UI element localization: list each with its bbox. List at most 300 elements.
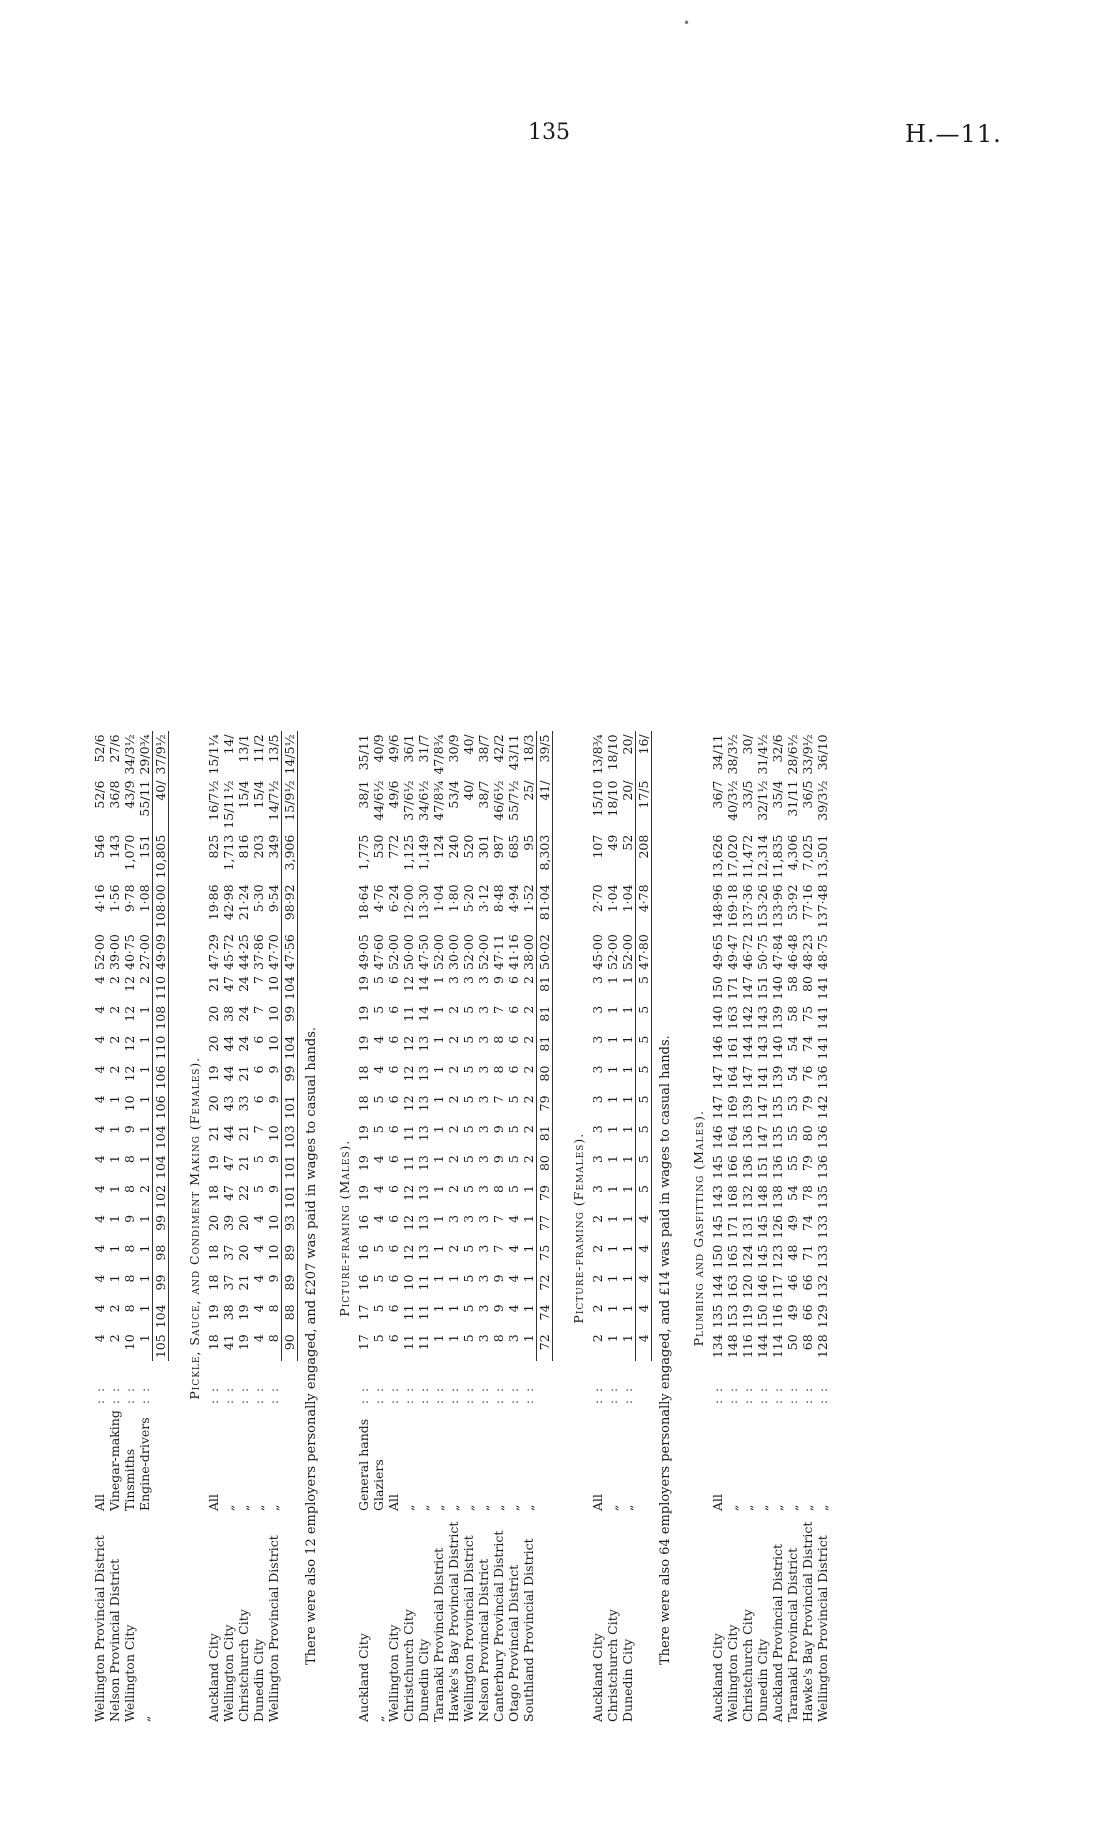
total-cell: 41/ <box>537 778 553 832</box>
value-cell: 129 <box>815 1304 830 1329</box>
total-spacer <box>636 1514 652 1725</box>
value-cell: 3 <box>590 1095 605 1104</box>
value-cell: 164 <box>725 1125 740 1150</box>
value-cell: 1 <box>605 1095 620 1104</box>
total-cell: 40/ <box>153 778 169 832</box>
value-cell: 41 <box>221 1334 236 1351</box>
value-cell: 145 <box>755 1244 770 1269</box>
value-cell: 49·05 <box>356 934 371 970</box>
total-cell: 108 <box>153 1003 169 1033</box>
value-cell: 5 <box>371 1125 386 1134</box>
value-cell: 119 <box>740 1304 755 1329</box>
value-cell: 16 <box>356 1214 371 1231</box>
value-cell: 143 <box>107 834 122 859</box>
value-cell: 816 <box>236 834 251 859</box>
total-cell: 4 <box>636 1212 652 1242</box>
value-cell: 1 <box>521 1274 536 1283</box>
value-cell: 2 <box>521 975 536 984</box>
total-row <box>282 731 298 1725</box>
occupation-cell: General hands <box>356 1418 371 1511</box>
section-heading-row <box>179 731 206 1725</box>
value-cell: 144 <box>710 1274 725 1299</box>
value-cell: 1 <box>521 1304 536 1313</box>
value-cell: 3 <box>476 975 491 984</box>
leader-dots: : : <box>356 1385 371 1405</box>
occupation-cell: „ <box>431 1504 446 1511</box>
district-cell: Wellington City <box>122 1624 137 1722</box>
value-cell: 3 <box>590 975 605 984</box>
value-cell: 40/9 <box>371 734 386 763</box>
value-cell: 55 <box>785 1125 800 1142</box>
value-cell: 546 <box>92 834 107 859</box>
value-cell: 8 <box>122 1304 137 1313</box>
occupation-cell: Vinegar-making <box>107 1410 122 1511</box>
value-cell: 1 <box>137 1005 152 1014</box>
section-heading: Plumbing and Gasfitting (Males). <box>691 1109 706 1347</box>
value-cell: 9·54 <box>266 884 281 913</box>
occupation-cell: „ <box>251 1504 266 1511</box>
value-cell: 1 <box>431 975 446 984</box>
value-cell: 40/ <box>461 780 476 801</box>
value-cell: 135 <box>770 1095 785 1120</box>
leader-dots: : : <box>521 1385 536 1405</box>
table-row <box>401 731 416 1725</box>
value-cell: 47·50 <box>416 934 431 970</box>
value-cell: 114 <box>770 1334 785 1359</box>
value-cell: 8 <box>491 1065 506 1074</box>
total-cell: 10,805 <box>153 832 169 882</box>
leader-dots: : : <box>491 1385 506 1405</box>
value-cell: 40/ <box>461 734 476 755</box>
value-cell: 148 <box>725 1334 740 1359</box>
value-cell: 139 <box>770 1065 785 1090</box>
table-row <box>740 731 755 1725</box>
value-cell: 4 <box>92 1334 107 1343</box>
total-spacer <box>537 1361 553 1407</box>
value-cell: 163 <box>725 1005 740 1030</box>
total-row <box>636 731 652 1725</box>
value-cell: 8 <box>266 1304 281 1313</box>
total-cell: 74 <box>537 1301 553 1331</box>
total-spacer <box>537 1514 553 1725</box>
value-cell: 25/ <box>521 780 536 801</box>
total-cell: 98·92 <box>282 881 298 931</box>
value-cell: 1·52 <box>521 884 536 913</box>
value-cell: 530 <box>371 834 386 859</box>
value-cell: 163 <box>725 1274 740 1299</box>
value-cell: 1 <box>521 1244 536 1253</box>
value-cell: 153 <box>725 1304 740 1329</box>
value-cell: 133 <box>815 1214 830 1239</box>
value-cell: 5 <box>461 1035 476 1044</box>
value-cell: 11 <box>416 1304 431 1321</box>
value-cell: 4 <box>92 1274 107 1283</box>
value-cell: 2 <box>446 1125 461 1134</box>
value-cell: 18·64 <box>356 884 371 921</box>
value-cell: 165 <box>725 1244 740 1269</box>
statistics-table <box>92 731 840 1725</box>
value-cell: 18 <box>206 1244 221 1261</box>
value-cell: 20 <box>206 1214 221 1231</box>
value-cell: 131 <box>740 1214 755 1239</box>
value-cell: 17,020 <box>725 834 740 879</box>
value-cell: 13 <box>416 1095 431 1112</box>
value-cell: 6 <box>251 1035 266 1044</box>
value-cell: 12 <box>401 1095 416 1112</box>
table-row <box>431 731 446 1725</box>
value-cell: 35/11 <box>356 734 371 771</box>
value-cell: 2 <box>446 1095 461 1104</box>
value-cell: 76 <box>800 1065 815 1082</box>
table-row <box>371 731 386 1725</box>
note-row <box>652 731 684 1725</box>
value-cell: 2 <box>107 1005 122 1014</box>
value-cell: 13 <box>416 1035 431 1052</box>
value-cell: 5 <box>506 1155 521 1164</box>
total-spacer <box>153 1407 169 1514</box>
total-cell: 81·04 <box>537 881 553 931</box>
table-row <box>206 731 221 1725</box>
footnote-text: There were also 12 employers personally engaged, and £207 was paid in wages to casual hands. <box>304 1026 319 1665</box>
value-cell: 169·18 <box>725 884 740 929</box>
value-cell: 1 <box>107 1185 122 1193</box>
value-cell: 11 <box>401 1304 416 1321</box>
value-cell: 132 <box>815 1274 830 1299</box>
value-cell: 7,025 <box>800 834 815 871</box>
value-cell: 3 <box>461 1214 476 1223</box>
value-cell: 2 <box>590 1214 605 1223</box>
total-cell: 75 <box>537 1242 553 1272</box>
district-cell: Auckland City <box>590 1633 605 1722</box>
value-cell: 4 <box>371 1214 386 1223</box>
value-cell: 1 <box>431 1065 446 1074</box>
value-cell: 2 <box>521 1155 536 1164</box>
value-cell: 1 <box>620 975 635 984</box>
value-cell: 3 <box>476 1274 491 1283</box>
value-cell: 34/6½ <box>416 780 431 821</box>
value-cell: 47 <box>221 1155 236 1172</box>
value-cell: 47/8¾ <box>431 734 446 775</box>
value-cell: 54 <box>785 1035 800 1052</box>
value-cell: 11 <box>401 1005 416 1022</box>
value-cell: 44 <box>221 1125 236 1142</box>
table-row <box>251 731 266 1725</box>
value-cell: 141 <box>815 975 830 1000</box>
value-cell: 151 <box>755 1155 770 1179</box>
total-cell: 79 <box>537 1182 553 1212</box>
value-cell: 36/1 <box>401 734 416 763</box>
value-cell: 107 <box>590 834 605 859</box>
section-heading: Pickle, Sauce, and Condiment Making (Females). <box>187 1056 202 1400</box>
district-cell: Dunedin City <box>251 1638 266 1722</box>
value-cell: 8·48 <box>491 884 506 913</box>
leader-dots: : : <box>206 1385 221 1405</box>
value-cell: 5 <box>371 1334 386 1343</box>
value-cell: 12,314 <box>755 834 770 879</box>
value-cell: 66 <box>800 1304 815 1321</box>
value-cell: 22 <box>236 1185 251 1201</box>
value-cell: 19 <box>356 1125 371 1142</box>
value-cell: 1 <box>620 1274 635 1283</box>
value-cell: 9 <box>266 1065 281 1074</box>
value-cell: 166 <box>725 1155 740 1179</box>
value-cell: 71 <box>800 1244 815 1261</box>
value-cell: 1 <box>107 1095 122 1104</box>
value-cell: 2 <box>137 1185 152 1193</box>
occupation-cell: „ <box>785 1504 800 1511</box>
value-cell: 147 <box>740 1065 755 1090</box>
total-cell: 47·56 <box>282 931 298 973</box>
value-cell: 1 <box>107 1155 122 1164</box>
value-cell: 153·26 <box>755 884 770 929</box>
value-cell: 2 <box>521 1065 536 1074</box>
occupation-cell: „ <box>605 1504 620 1511</box>
total-cell: 17/5 <box>636 778 652 832</box>
value-cell: 4 <box>251 1304 266 1313</box>
value-cell: 55/11 <box>137 780 152 817</box>
value-cell: 138 <box>770 1185 785 1209</box>
total-cell: 37/9½ <box>153 731 169 777</box>
value-cell: 6 <box>386 1005 401 1014</box>
value-cell: 7 <box>251 1125 266 1134</box>
value-cell: 140 <box>710 1005 725 1030</box>
spacer <box>169 731 180 1725</box>
value-cell: 21 <box>206 975 221 992</box>
value-cell: 47·84 <box>770 934 785 970</box>
value-cell: 825 <box>206 834 221 859</box>
value-cell: 28/6½ <box>785 734 800 775</box>
value-cell: 20 <box>206 1035 221 1052</box>
value-cell: 40/3½ <box>725 780 740 821</box>
value-cell: 12 <box>122 1035 137 1052</box>
value-cell: 1 <box>431 1035 446 1044</box>
value-cell: 8 <box>491 1035 506 1044</box>
district-cell: Christchurch City <box>605 1609 620 1722</box>
value-cell: 4 <box>371 1185 386 1193</box>
value-cell: 21 <box>236 1155 251 1172</box>
value-cell: 21 <box>236 1274 251 1291</box>
value-cell: 20/ <box>620 734 635 755</box>
total-cell: 72 <box>537 1272 553 1302</box>
total-cell: 49·09 <box>153 931 169 973</box>
value-cell: 47 <box>221 1185 236 1201</box>
value-cell: 3 <box>476 1155 491 1164</box>
spacer <box>830 731 840 1725</box>
leader-dots: : : <box>266 1385 281 1405</box>
value-cell: 1 <box>137 1334 152 1343</box>
total-cell: 103 <box>282 1122 298 1152</box>
leader-dots: : : <box>107 1385 122 1405</box>
value-cell: 6 <box>386 1095 401 1104</box>
value-cell: 132 <box>740 1185 755 1209</box>
value-cell: 2 <box>446 1035 461 1044</box>
value-cell: 52·00 <box>92 934 107 970</box>
value-cell: 21 <box>206 1125 221 1142</box>
spacer-row <box>830 731 840 1725</box>
value-cell: 1 <box>107 1214 122 1223</box>
district-cell: Canterbury Provincial District <box>491 1530 506 1722</box>
value-cell: 16 <box>356 1244 371 1261</box>
value-cell: 53 <box>785 1095 800 1112</box>
total-cell: 106 <box>153 1092 169 1122</box>
total-cell: 81 <box>537 973 553 1003</box>
leader-dots: : : <box>785 1385 800 1405</box>
value-cell: 5 <box>371 1244 386 1253</box>
total-cell: 108·00 <box>153 881 169 931</box>
value-cell: 27/6 <box>107 734 122 763</box>
value-cell: 1 <box>620 1334 635 1343</box>
leader-dots: : : <box>431 1385 446 1405</box>
value-cell: 30·00 <box>446 934 461 970</box>
value-cell: 5 <box>461 1065 476 1074</box>
total-row <box>153 731 169 1725</box>
value-cell: 47·70 <box>266 934 281 970</box>
value-cell: 2 <box>107 1065 122 1074</box>
value-cell: 49/6 <box>386 780 401 809</box>
value-cell: 3 <box>446 1214 461 1223</box>
total-spacer <box>282 1407 298 1514</box>
value-cell: 5 <box>461 1005 476 1014</box>
occupation-cell: „ <box>506 1504 521 1511</box>
value-cell: 20 <box>236 1244 251 1261</box>
value-cell: 52/6 <box>92 734 107 763</box>
value-cell: 19 <box>356 1155 371 1172</box>
value-cell: 5·30 <box>251 884 266 913</box>
value-cell: 2 <box>137 975 152 984</box>
value-cell: 19·86 <box>206 884 221 921</box>
value-cell: 4 <box>92 1005 107 1014</box>
value-cell: 168 <box>725 1185 740 1209</box>
table-row <box>725 731 740 1725</box>
value-cell: 10 <box>266 1244 281 1261</box>
value-cell: 12 <box>122 1065 137 1082</box>
value-cell: 4 <box>92 1125 107 1134</box>
value-cell: 161 <box>725 1035 740 1060</box>
total-cell: 93 <box>282 1212 298 1242</box>
value-cell: 32/1½ <box>755 780 770 821</box>
value-cell: 49 <box>605 834 620 851</box>
district-cell: „ <box>371 1715 386 1722</box>
value-cell: 7 <box>491 1244 506 1253</box>
value-cell: 21 <box>236 1125 251 1142</box>
value-cell: 1 <box>620 1185 635 1193</box>
value-cell: 116 <box>770 1304 785 1329</box>
value-cell: 21·24 <box>236 884 251 921</box>
value-cell: 3 <box>476 1095 491 1104</box>
occupation-cell: „ <box>476 1504 491 1511</box>
value-cell: 5 <box>461 1304 476 1313</box>
value-cell: 20 <box>206 1005 221 1022</box>
value-cell: 1 <box>137 1095 152 1104</box>
value-cell: 11 <box>401 1125 416 1142</box>
value-cell: 52/6 <box>92 780 107 809</box>
total-cell: 16/ <box>636 731 652 777</box>
value-cell: 3 <box>476 1125 491 1134</box>
value-cell: 145 <box>710 1214 725 1239</box>
occupation-cell: All <box>710 1493 725 1511</box>
total-cell: 81 <box>537 1122 553 1152</box>
district-cell: Christchurch City <box>401 1609 416 1722</box>
total-cell: 99 <box>153 1272 169 1302</box>
value-cell: 31/7 <box>416 734 431 763</box>
district-cell: Christchurch City <box>740 1609 755 1722</box>
value-cell: 5 <box>371 1304 386 1313</box>
value-cell: 6 <box>386 1185 401 1193</box>
district-cell: Auckland City <box>356 1633 371 1722</box>
total-cell: 47·80 <box>636 931 652 973</box>
value-cell: 1 <box>605 1334 620 1343</box>
occupation-cell: „ <box>521 1504 536 1511</box>
value-cell: 3 <box>506 1334 521 1343</box>
value-cell: 42/2 <box>491 734 506 763</box>
value-cell: 5 <box>371 1274 386 1283</box>
table-row <box>590 731 605 1725</box>
total-cell: 8,303 <box>537 832 553 882</box>
value-cell: 13/8¾ <box>590 734 605 775</box>
value-cell: 75 <box>800 1005 815 1022</box>
value-cell: 5 <box>506 1095 521 1104</box>
total-cell: 101 <box>282 1182 298 1212</box>
value-cell: 47·60 <box>371 934 386 970</box>
value-cell: 40·75 <box>122 934 137 970</box>
value-cell: 32/6 <box>770 734 785 763</box>
leader-dots: : : <box>371 1385 386 1405</box>
value-cell: 1 <box>431 1095 446 1104</box>
total-cell: 106 <box>153 1063 169 1093</box>
value-cell: 13 <box>416 1125 431 1142</box>
value-cell: 5 <box>461 1334 476 1343</box>
district-cell: Wellington Provincial District <box>461 1535 476 1722</box>
value-cell: 1·04 <box>620 884 635 913</box>
value-cell: 151 <box>137 834 152 859</box>
table-row <box>137 731 153 1725</box>
value-cell: 1 <box>605 1035 620 1044</box>
table-row <box>521 731 537 1725</box>
table-row <box>755 731 770 1725</box>
document-reference: H.—11. <box>905 120 1002 148</box>
value-cell: 2 <box>521 1005 536 1014</box>
total-cell: 4 <box>636 1331 652 1361</box>
value-cell: 1 <box>431 1274 446 1283</box>
value-cell: 2 <box>590 1244 605 1253</box>
spacer <box>553 731 564 1725</box>
value-cell: 141 <box>755 1065 770 1090</box>
value-cell: 124 <box>431 834 446 859</box>
value-cell: 1 <box>107 1125 122 1134</box>
district-cell: Auckland City <box>710 1633 725 1722</box>
value-cell: 16/7½ <box>206 780 221 821</box>
total-cell: 104 <box>282 973 298 1003</box>
value-cell: 34/3½ <box>122 734 137 775</box>
value-cell: 301 <box>476 834 491 859</box>
value-cell: 123 <box>770 1244 785 1269</box>
value-cell: 19 <box>356 975 371 992</box>
value-cell: 1 <box>620 1214 635 1223</box>
value-cell: 3 <box>461 975 476 984</box>
value-cell: 6 <box>386 1334 401 1343</box>
value-cell: 9 <box>491 1274 506 1283</box>
value-cell: 133 <box>815 1244 830 1269</box>
value-cell: 4 <box>251 1334 266 1343</box>
value-cell: 53/4 <box>446 780 461 809</box>
value-cell: 126 <box>770 1214 785 1239</box>
value-cell: 39 <box>221 1214 236 1231</box>
value-cell: 15/4 <box>251 780 266 809</box>
total-cell: 15/9½ <box>282 778 298 832</box>
value-cell: 4 <box>371 1155 386 1164</box>
value-cell: 3 <box>590 1065 605 1074</box>
total-cell: 5 <box>636 1063 652 1093</box>
